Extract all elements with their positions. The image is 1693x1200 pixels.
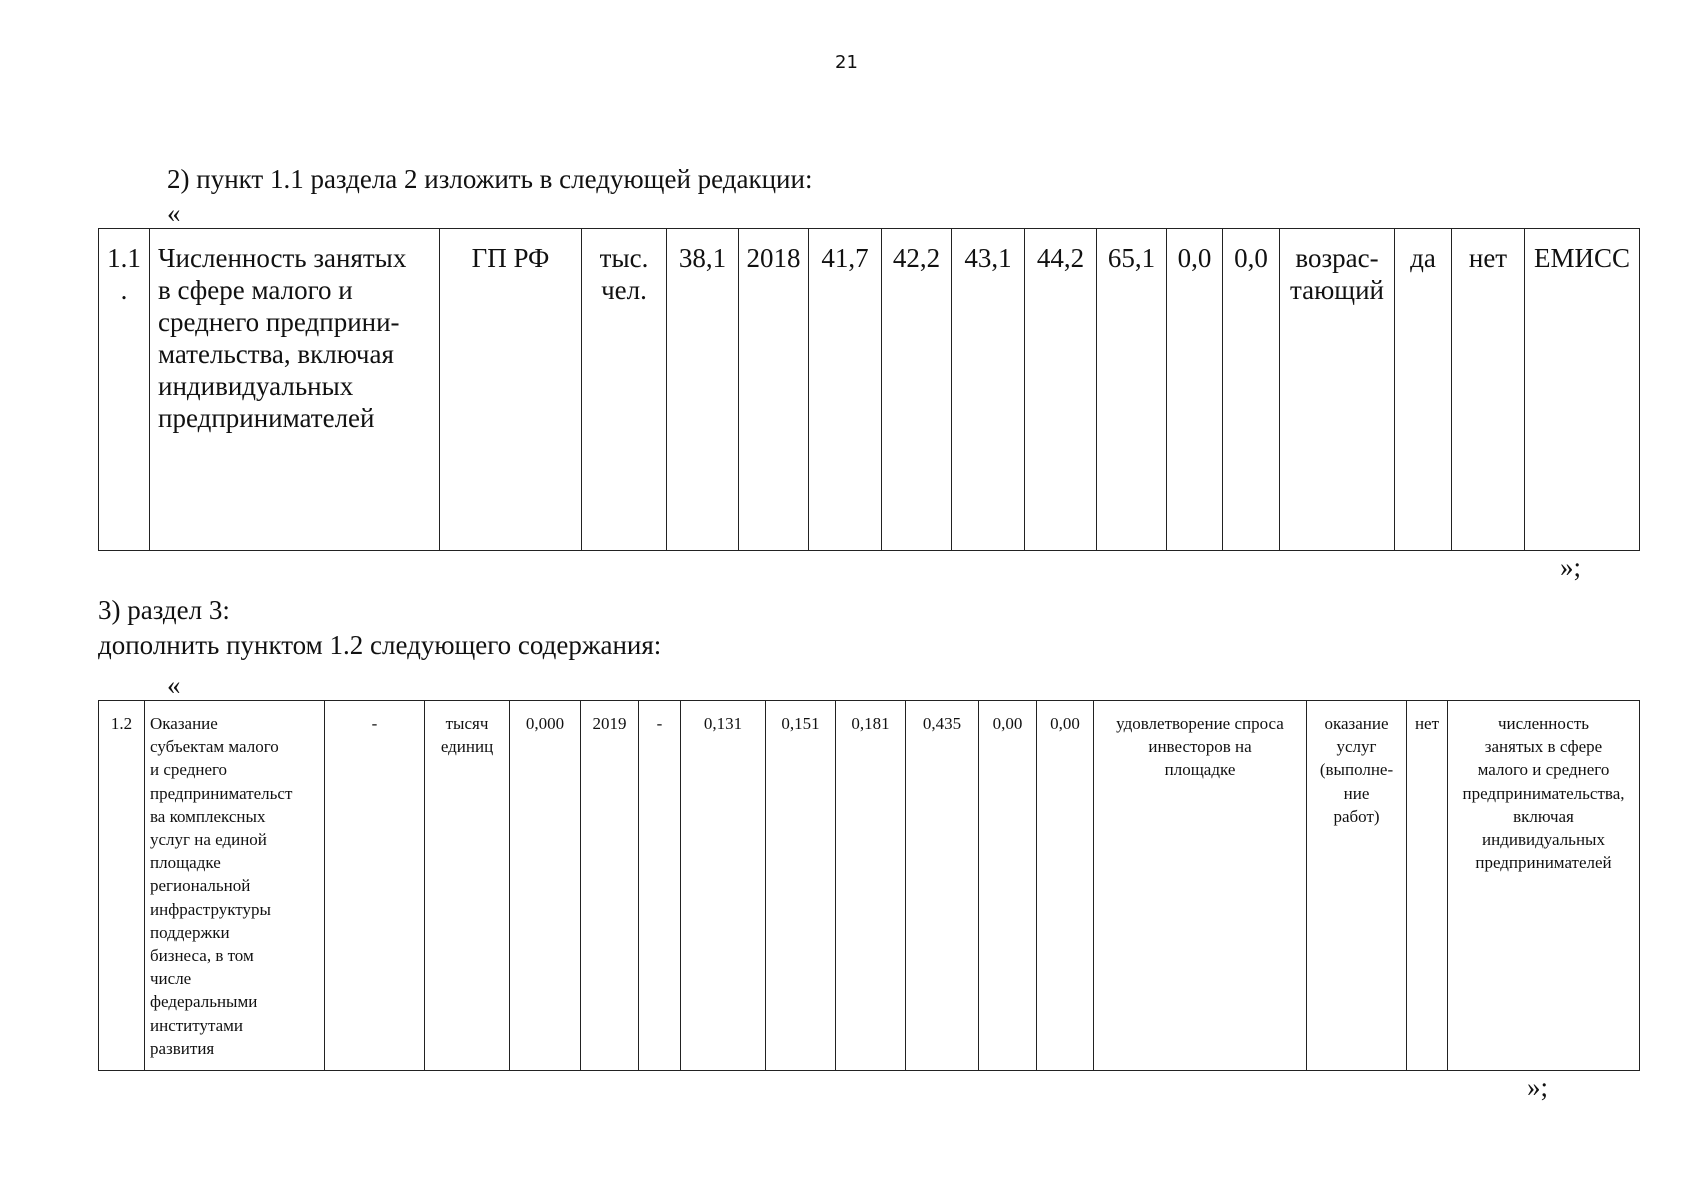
trend-type: удовлетворение спроса инвесторов на площадке <box>1094 701 1307 1071</box>
base-value: 38,1 <box>667 229 739 551</box>
value-cell: - <box>639 701 681 1071</box>
value-cell: 0,0 <box>1167 229 1223 551</box>
table-row <box>99 229 1640 551</box>
section3-intro: дополнить пунктом 1.2 следующего содержания: <box>98 630 662 660</box>
base-year: 2018 <box>739 229 809 551</box>
open-quote-2: « <box>167 670 181 700</box>
value-cell: 0,435 <box>906 701 979 1071</box>
row-number: 1.1 . <box>99 229 150 551</box>
flag-cell: да <box>1395 229 1452 551</box>
value-cell: 0,131 <box>681 701 766 1071</box>
flag-cell: нет <box>1407 701 1448 1071</box>
unit: тысяч единиц <box>425 701 510 1071</box>
close-quote-1: »; <box>1560 552 1582 582</box>
indicator-table-2 <box>98 700 1640 1071</box>
row-number: 1.2 <box>99 701 145 1071</box>
value-cell: 41,7 <box>809 229 882 551</box>
value-cell: 42,2 <box>882 229 952 551</box>
flag-cell: нет <box>1452 229 1525 551</box>
close-quote-2: »; <box>1527 1072 1549 1102</box>
value-cell: 0,0 <box>1223 229 1280 551</box>
open-quote-1: « <box>167 198 181 228</box>
indicator-type: оказание услуг (выполне- ние работ) <box>1307 701 1407 1071</box>
value-cell: 0,00 <box>1037 701 1094 1071</box>
value-cell: 0,151 <box>766 701 836 1071</box>
table-row <box>99 701 1640 1071</box>
section2-intro: 2) пункт 1.1 раздела 2 изложить в следующей редакции: <box>167 164 813 194</box>
value-cell: 65,1 <box>1097 229 1167 551</box>
indicator-table-1 <box>98 228 1640 551</box>
base-year: 2019 <box>581 701 639 1071</box>
unit: тыс. чел. <box>582 229 667 551</box>
page-number: 21 <box>835 52 858 73</box>
indicator-name: Численность занятых в сфере малого и среднего предприни- мательства, включая индивидуальных предпринимателей <box>150 229 440 551</box>
value-cell: 43,1 <box>952 229 1025 551</box>
value-cell: 0,00 <box>979 701 1037 1071</box>
program-level: - <box>325 701 425 1071</box>
data-source: ЕМИСС <box>1525 229 1640 551</box>
related-indicator: численность занятых в сфере малого и среднего предпринимательства, включая индивидуальных предпринимателей <box>1448 701 1640 1071</box>
value-cell: 0,181 <box>836 701 906 1071</box>
program-level: ГП РФ <box>440 229 582 551</box>
indicator-name: Оказание субъектам малого и среднего предпринимательст ва комплексных услуг на единой площадке региональной инфраструктуры поддержки бизнеса, в том числе федеральными институтами развития <box>145 701 325 1071</box>
section3-heading: 3) раздел 3: <box>98 595 230 625</box>
base-value: 0,000 <box>510 701 581 1071</box>
value-cell: 44,2 <box>1025 229 1097 551</box>
trend-type: возрас- тающий <box>1280 229 1395 551</box>
